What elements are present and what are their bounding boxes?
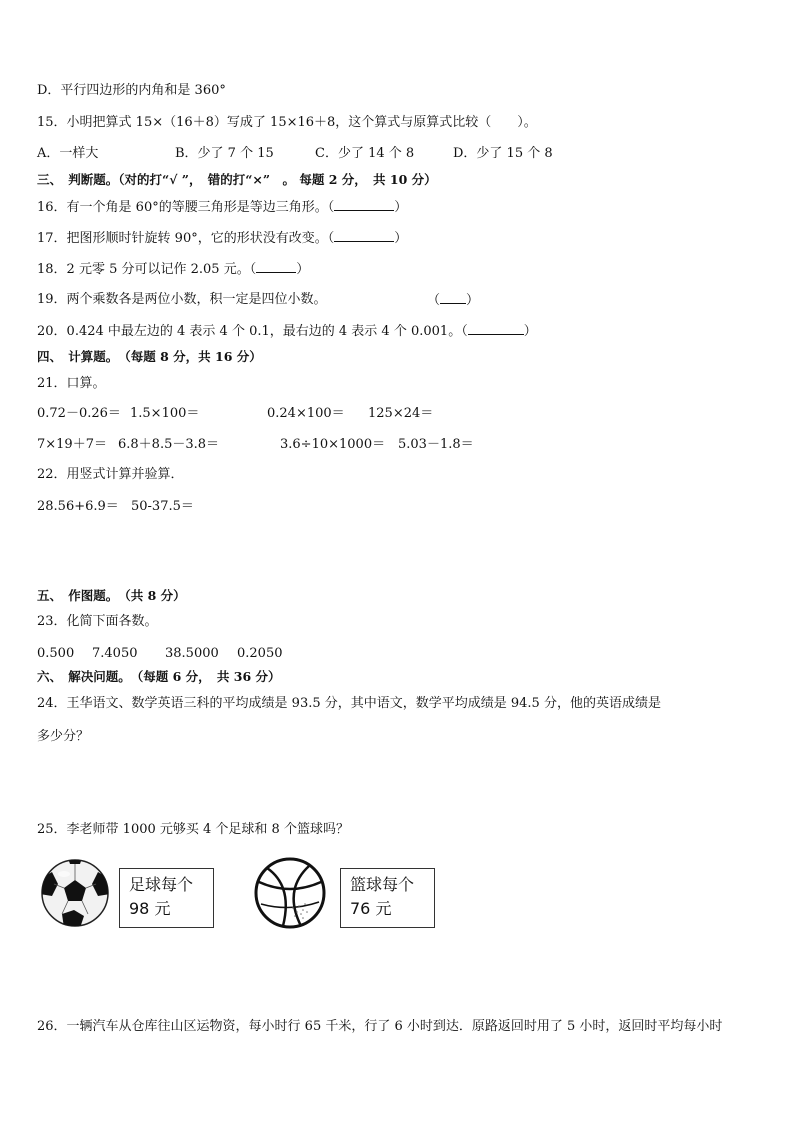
q22-item-2: 50-37.5＝: [131, 499, 194, 514]
q16: [37, 198, 407, 217]
q23-label: 23．化简下面各数。: [37, 614, 158, 629]
section4-title: 四、 计算题。 （每题 8 分，共 16 分）: [37, 349, 262, 364]
q23-number-2: 7.4050: [92, 646, 138, 661]
q24-line1: 24．王华语文、数学英语三科的平均成绩是 93.5 分，其中语文，数学平均成绩是 94.5 分，他的英语成绩是: [37, 696, 661, 711]
q15-option-d: D．少了 15 个 8: [453, 146, 553, 161]
q16-answer-blank[interactable]: [334, 198, 394, 211]
q26-text: 26．一辆汽车从仓库往山区运物资，每小时行 65 千米，行了 6 小时到达．原路返回时用了 5 小时，返回时平均每小时: [37, 1019, 723, 1034]
q20-text: 20．0.424 中最左边的 4 表示 4 个 0.1，最右边的 4 表示 4 个 0.001。（: [37, 324, 468, 339]
soccer-price-box: [119, 868, 214, 928]
q16-text: 16．有一个角是 60°的等腰三角形是等边三角形。（: [37, 200, 335, 215]
q19-text: 19．两个乘数各是两位小数，积一定是四位小数。: [37, 292, 327, 307]
q19-open-paren: （: [427, 293, 441, 308]
q21-r1-c3: 0.24×100＝: [267, 406, 345, 421]
q17-answer-blank[interactable]: [334, 229, 394, 242]
q22-item-1: 28.56+6.9＝: [37, 499, 119, 514]
q17: [37, 229, 407, 248]
q25-text: 25．李老师带 1000 元够买 4 个足球和 8 个篮球吗？: [37, 822, 349, 837]
q21-r2-c2: 6.8＋8.5－3.8＝: [118, 437, 220, 452]
q20-close-paren: ）: [523, 324, 537, 339]
basketball-icon: [253, 856, 327, 930]
q15-text: 15．小明把算式 15×（16＋8）写成了 15×16＋8，这个算式与原算式比较（ ）。: [37, 115, 537, 130]
soccer-price-line2: 98 元: [129, 899, 171, 918]
section3-title: 三、 判断题。（对的打“√ ”， 错的打“×” 。 每题 2 分， 共 10 分）: [37, 172, 437, 187]
q16-close-paren: ）: [394, 200, 408, 215]
basketball-price-line1: 篮球每个: [350, 875, 415, 894]
soccer-ball-icon: [40, 858, 110, 928]
q18-answer-blank[interactable]: [256, 260, 296, 273]
q19-close-paren: ）: [466, 293, 480, 308]
q22-label: 22．用竖式计算并验算．: [37, 467, 184, 482]
soccer-price-line1: 足球每个: [129, 875, 194, 894]
q23-number-3: 38.5000: [165, 646, 219, 661]
q21-r1-c2: 1.5×100＝: [130, 406, 200, 421]
q18: [37, 260, 309, 279]
q21-r1-c4: 125×24＝: [368, 406, 434, 421]
q21-r2-c4: 5.03－1.8＝: [398, 437, 474, 452]
section5-title: 五、 作图题。 （共 8 分）: [37, 588, 186, 603]
q15-option-c: C．少了 14 个 8: [315, 146, 415, 161]
q21-r2-c1: 7×19＋7＝: [37, 437, 107, 452]
q21-label: 21．口算。: [37, 376, 106, 391]
q15-option-b: B．少了 7 个 15: [175, 146, 274, 161]
q21-r1-c1: 0.72－0.26＝: [37, 406, 121, 421]
q19-answer-blank[interactable]: [440, 291, 466, 304]
q14-option-d: D．平行四边形的内角和是 360°: [37, 83, 226, 98]
basketball-price-line2: 76 元: [350, 899, 392, 918]
q17-text: 17．把图形顺时针旋转 90°，它的形状没有改变。（: [37, 231, 335, 246]
q23-number-4: 0.2050: [237, 646, 283, 661]
q17-close-paren: ）: [394, 231, 408, 246]
q20: [37, 322, 537, 341]
q19-answer: [427, 291, 479, 310]
basketball-price-box: [340, 868, 435, 928]
q19: [37, 291, 327, 309]
q18-close-paren: ）: [296, 262, 310, 277]
q20-answer-blank[interactable]: [468, 322, 524, 335]
q18-text: 18．2 元零 5 分可以记作 2.05 元。（: [37, 262, 257, 277]
q21-r2-c3: 3.6÷10×1000＝: [280, 437, 386, 452]
q24-line2: 多少分？: [37, 729, 90, 744]
q23-number-1: 0.500: [37, 646, 75, 661]
q15-option-a: A．一样大: [37, 146, 99, 161]
section6-title: 六、 解决问题。 （每题 6 分， 共 36 分）: [37, 669, 281, 684]
